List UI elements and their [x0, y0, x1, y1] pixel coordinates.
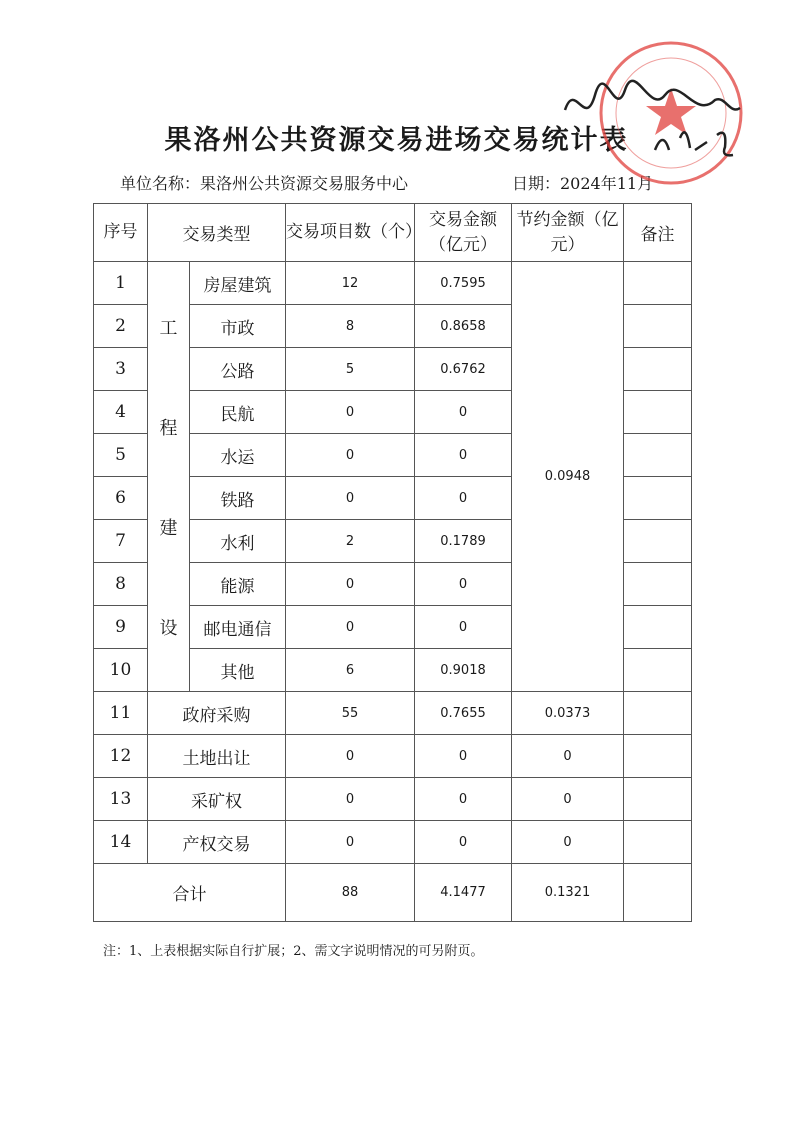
row-amount: 0.7595 — [415, 262, 512, 305]
table-row — [94, 262, 692, 305]
row-type: 水运 — [190, 434, 286, 477]
row-count: 0 — [286, 821, 415, 864]
row-count: 0 — [286, 778, 415, 821]
row-type: 公路 — [190, 348, 286, 391]
row-saving: 0 — [512, 821, 624, 864]
total-count: 88 — [286, 864, 415, 922]
table-row — [94, 735, 692, 778]
row-remark — [624, 262, 692, 305]
total-remark — [624, 864, 692, 922]
row-type: 土地出让 — [148, 735, 286, 778]
row-type: 市政 — [190, 305, 286, 348]
row-count: 55 — [286, 692, 415, 735]
row-type: 产权交易 — [148, 821, 286, 864]
footnote: 注：1、上表根据实际自行扩展；2、需文字说明情况的可另附页。 — [103, 944, 484, 959]
total-label: 合计 — [94, 864, 286, 922]
header-count: 交易项目数（个） — [286, 204, 415, 262]
row-saving: 0 — [512, 778, 624, 821]
row-amount: 0 — [415, 477, 512, 520]
row-amount: 0 — [415, 735, 512, 778]
header-remark: 备注 — [624, 204, 692, 262]
row-amount: 0 — [415, 821, 512, 864]
row-amount: 0 — [415, 778, 512, 821]
row-remark — [624, 305, 692, 348]
table-header — [94, 204, 692, 262]
row-type: 能源 — [190, 563, 286, 606]
row-type: 水利 — [190, 520, 286, 563]
table-row — [94, 692, 692, 735]
row-count: 6 — [286, 649, 415, 692]
row-type: 邮电通信 — [190, 606, 286, 649]
engineering-group-label — [148, 262, 190, 692]
row-count: 0 — [286, 391, 415, 434]
statistics-table — [93, 203, 692, 922]
table-row — [94, 821, 692, 864]
row-remark — [624, 606, 692, 649]
row-remark — [624, 563, 692, 606]
row-remark — [624, 735, 692, 778]
row-amount: 0 — [415, 606, 512, 649]
row-amount: 0.6762 — [415, 348, 512, 391]
table-row — [94, 778, 692, 821]
handwritten-signature — [555, 60, 785, 170]
row-remark — [624, 477, 692, 520]
row-count: 0 — [286, 434, 415, 477]
group-char: 建 — [159, 517, 178, 539]
row-amount: 0 — [415, 391, 512, 434]
report-date: 日期：2024年11月 — [512, 174, 654, 193]
row-count: 5 — [286, 348, 415, 391]
row-seq: 5 — [94, 434, 148, 477]
row-remark — [624, 821, 692, 864]
row-count: 0 — [286, 735, 415, 778]
row-count: 8 — [286, 305, 415, 348]
row-seq: 7 — [94, 520, 148, 563]
row-type: 其他 — [190, 649, 286, 692]
row-type: 房屋建筑 — [190, 262, 286, 305]
row-seq: 6 — [94, 477, 148, 520]
page-title: 果洛州公共资源交易进场交易统计表 — [164, 125, 629, 156]
row-seq: 3 — [94, 348, 148, 391]
row-remark — [624, 692, 692, 735]
row-saving: 0 — [512, 735, 624, 778]
row-count: 2 — [286, 520, 415, 563]
group-char: 设 — [159, 617, 178, 639]
row-remark — [624, 434, 692, 477]
row-remark — [624, 520, 692, 563]
row-seq: 8 — [94, 563, 148, 606]
row-remark — [624, 391, 692, 434]
row-remark — [624, 348, 692, 391]
row-amount: 0 — [415, 563, 512, 606]
row-seq: 2 — [94, 305, 148, 348]
row-seq: 10 — [94, 649, 148, 692]
row-count: 0 — [286, 563, 415, 606]
row-count: 0 — [286, 606, 415, 649]
header-saving: 节约金额（亿元） — [512, 204, 624, 262]
row-amount: 0.7655 — [415, 692, 512, 735]
row-count: 0 — [286, 477, 415, 520]
row-remark — [624, 649, 692, 692]
row-seq: 1 — [94, 262, 148, 305]
row-type: 铁路 — [190, 477, 286, 520]
header-amount: 交易金额（亿元） — [415, 204, 512, 262]
row-type: 政府采购 — [148, 692, 286, 735]
row-count: 12 — [286, 262, 415, 305]
group-char: 工 — [159, 317, 178, 339]
header-type: 交易类型 — [148, 204, 286, 262]
row-seq: 13 — [94, 778, 148, 821]
row-saving: 0.0373 — [512, 692, 624, 735]
total-row — [94, 864, 692, 922]
unit-name: 单位名称：果洛州公共资源交易服务中心 — [120, 174, 409, 193]
row-seq: 9 — [94, 606, 148, 649]
row-amount: 0.9018 — [415, 649, 512, 692]
row-seq: 12 — [94, 735, 148, 778]
row-amount: 0.1789 — [415, 520, 512, 563]
row-seq: 11 — [94, 692, 148, 735]
header-seq: 序号 — [94, 204, 148, 262]
total-saving: 0.1321 — [512, 864, 624, 922]
engineering-saving: 0.0948 — [512, 262, 624, 692]
total-amount: 4.1477 — [415, 864, 512, 922]
row-amount: 0 — [415, 434, 512, 477]
row-type: 民航 — [190, 391, 286, 434]
group-char: 程 — [159, 417, 178, 439]
row-seq: 4 — [94, 391, 148, 434]
row-amount: 0.8658 — [415, 305, 512, 348]
row-type: 采矿权 — [148, 778, 286, 821]
row-seq: 14 — [94, 821, 148, 864]
row-remark — [624, 778, 692, 821]
